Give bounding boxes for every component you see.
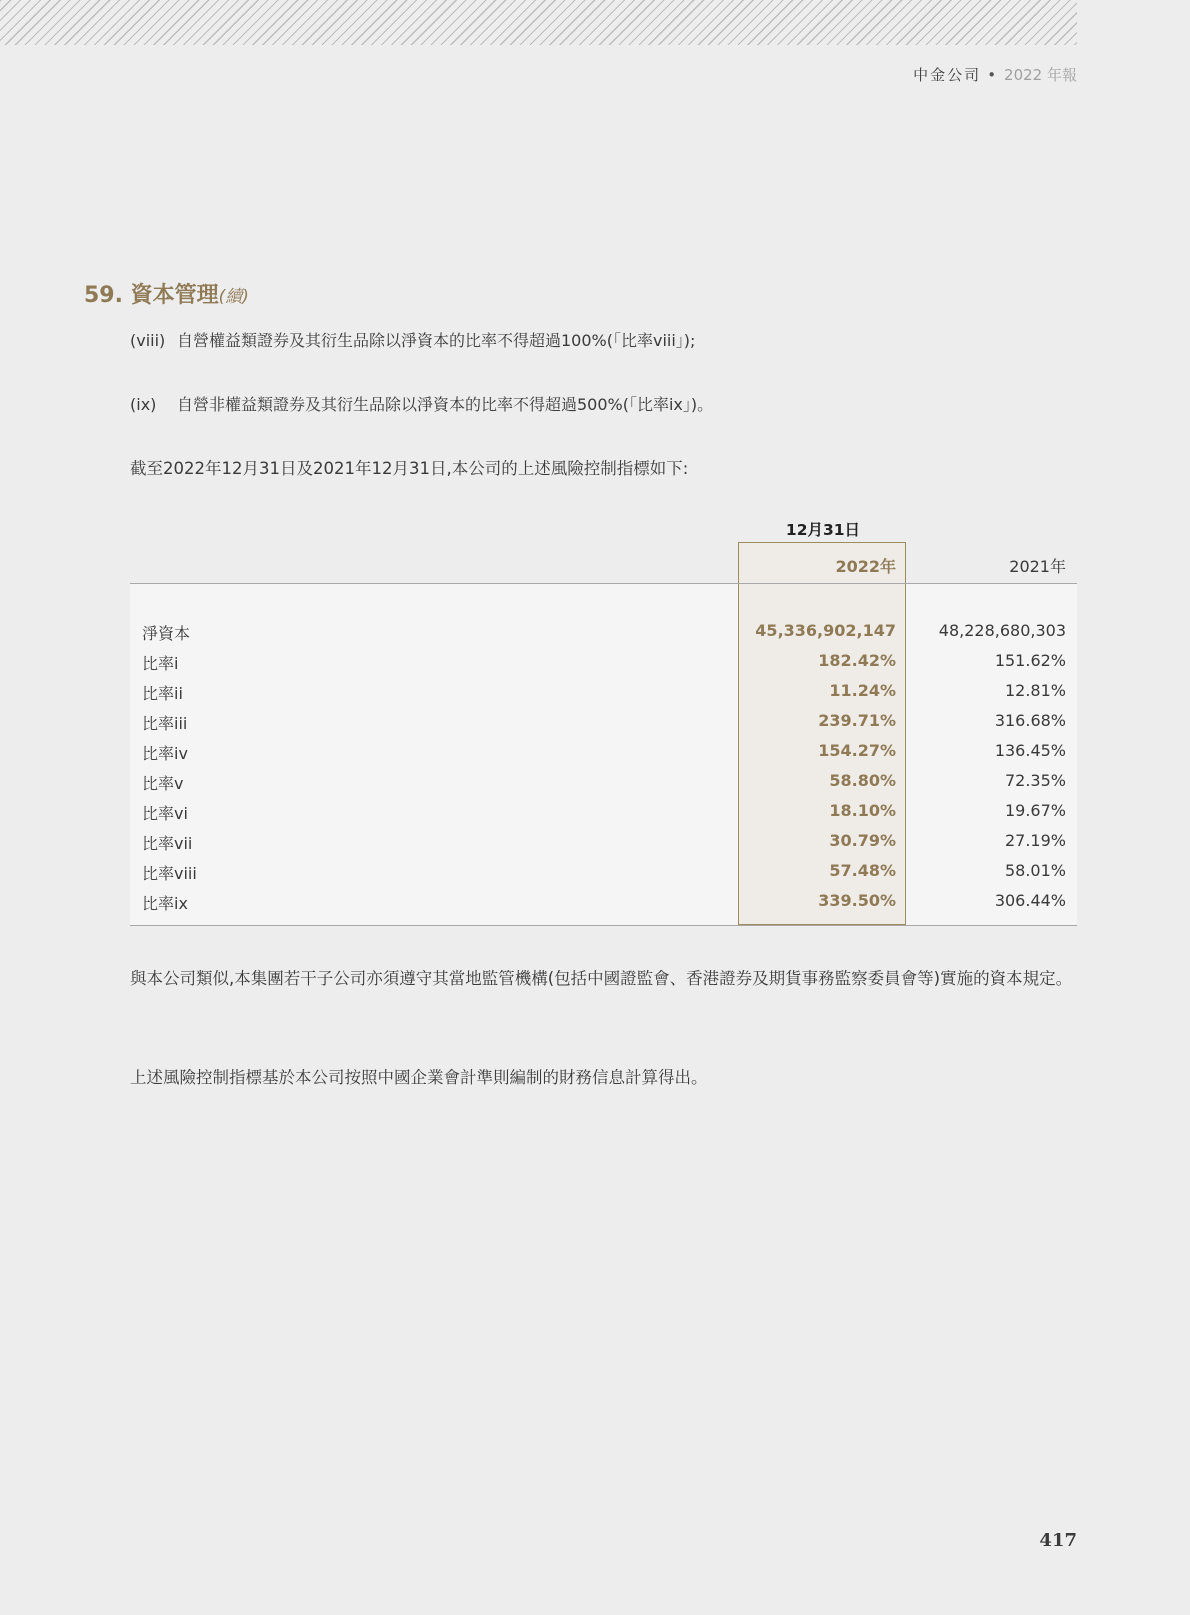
table-header-2021: 2021年 xyxy=(1009,557,1066,576)
subsidiaries-paragraph: 與本公司類似,本集團若干子公司亦須遵守其當地監管機構(包括中國證監會、香港證券及期貨事務監察委員會等)實施的資本規定。 xyxy=(130,969,1073,988)
table-date-header: 12月31日 xyxy=(785,521,861,539)
row-label: 比率vii xyxy=(142,834,193,853)
row-label: 比率i xyxy=(142,654,179,673)
section-number-title: 59. 資本管理 xyxy=(84,283,219,308)
row-label: 比率iii xyxy=(142,714,188,733)
header-separator: • xyxy=(987,66,999,84)
row-label: 比率vi xyxy=(142,804,188,823)
row-value-2021: 19.67% xyxy=(1004,801,1066,820)
row-value-2021: 58.01% xyxy=(1004,861,1066,880)
row-value-2021: 136.45% xyxy=(994,741,1066,760)
table-row xyxy=(130,771,1077,801)
intro-paragraph: 截至2022年12月31日及2021年12月31日,本公司的上述風險控制指標如下: xyxy=(130,459,689,478)
row-value-2022: 339.50% xyxy=(818,891,896,910)
section-title xyxy=(84,278,249,309)
row-value-2021: 151.62% xyxy=(994,651,1066,670)
list-item-viii xyxy=(130,328,695,351)
list-item-number: (viii) xyxy=(130,331,166,350)
table-row xyxy=(130,831,1077,861)
row-value-2022: 11.24% xyxy=(829,681,896,700)
table-2022-column-bottom xyxy=(738,924,906,925)
table-row xyxy=(130,621,1077,651)
row-value-2021: 316.68% xyxy=(994,711,1066,730)
row-value-2021: 12.81% xyxy=(1004,681,1066,700)
table-row xyxy=(130,861,1077,891)
table-row xyxy=(130,651,1077,681)
table-row xyxy=(130,711,1077,741)
row-value-2021: 72.35% xyxy=(1004,771,1066,790)
row-label: 比率iv xyxy=(142,744,188,763)
row-label: 比率ii xyxy=(142,684,183,703)
decorative-hatch-band xyxy=(0,0,1077,45)
row-label: 淨資本 xyxy=(142,624,191,643)
table-row xyxy=(130,801,1077,831)
section-continued: (續) xyxy=(218,287,249,307)
list-item-number: (ix) xyxy=(130,395,157,414)
row-value-2021: 306.44% xyxy=(994,891,1066,910)
table-header-2022: 2022年 xyxy=(835,557,896,576)
basis-paragraph: 上述風險控制指標基於本公司按照中國企業會計準則編制的財務信息計算得出。 xyxy=(130,1068,708,1087)
row-value-2021: 27.19% xyxy=(1004,831,1066,850)
running-header xyxy=(913,64,1077,85)
row-value-2022: 30.79% xyxy=(829,831,896,850)
row-value-2022: 182.42% xyxy=(818,651,896,670)
row-value-2022: 58.80% xyxy=(829,771,896,790)
table-row xyxy=(130,891,1077,921)
list-item-text: 自營非權益類證券及其衍生品除以淨資本的比率不得超過500%(「比率ix」)。 xyxy=(177,395,714,414)
row-value-2021: 48,228,680,303 xyxy=(938,621,1066,640)
row-label: 比率ix xyxy=(142,894,188,913)
page-number: 417 xyxy=(1039,1530,1077,1551)
header-company: 中金公司 xyxy=(913,66,982,84)
table-rows xyxy=(130,621,1077,921)
table-row xyxy=(130,741,1077,771)
row-label: 比率v xyxy=(142,774,184,793)
row-value-2022: 239.71% xyxy=(818,711,896,730)
row-value-2022: 18.10% xyxy=(829,801,896,820)
row-value-2022: 45,336,902,147 xyxy=(755,621,896,640)
list-item-text: 自營權益類證券及其衍生品除以淨資本的比率不得超過100%(「比率viii」); xyxy=(177,331,696,350)
row-value-2022: 154.27% xyxy=(818,741,896,760)
list-item-ix xyxy=(130,392,713,415)
row-value-2022: 57.48% xyxy=(829,861,896,880)
table-bottom-rule xyxy=(130,925,1077,926)
table-row xyxy=(130,681,1077,711)
header-report-year: 2022 年報 xyxy=(1004,66,1077,84)
table-top-rule xyxy=(130,583,1077,584)
row-label: 比率viii xyxy=(142,864,197,883)
